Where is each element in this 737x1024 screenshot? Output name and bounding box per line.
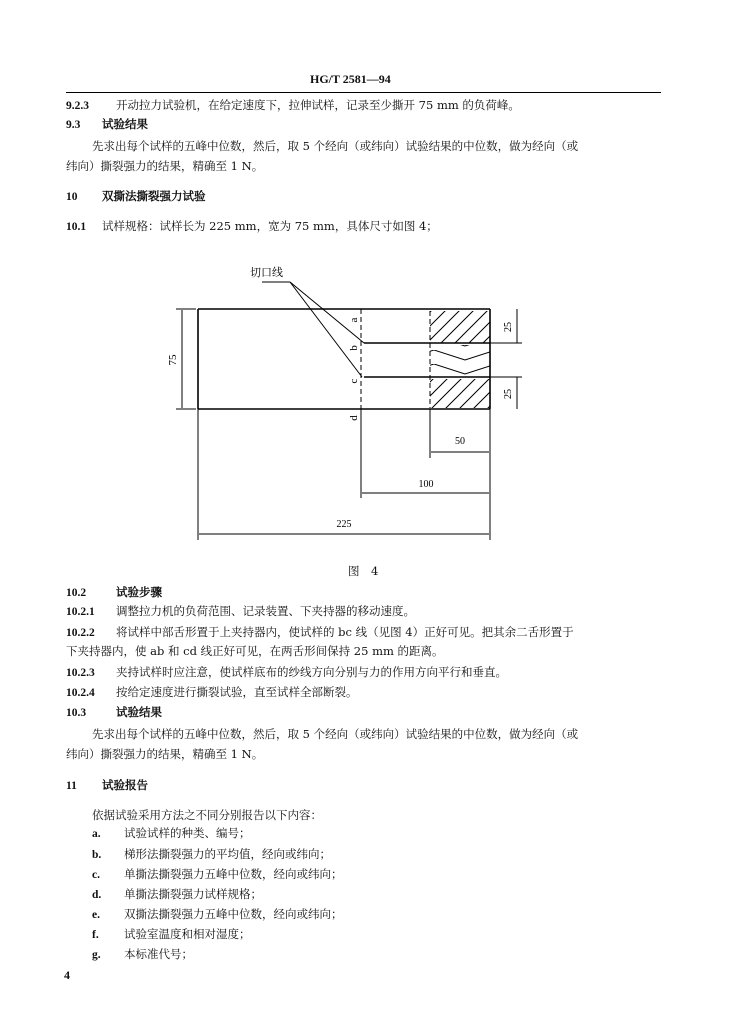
clause-10-2-1 bbox=[66, 603, 415, 620]
clause-number: 10.3 bbox=[66, 707, 87, 719]
clause-number: 10.2.2 bbox=[66, 627, 95, 639]
clause-10-3-para-line2: 纬向）撕裂强力的结果，精确至 1 N。 bbox=[66, 747, 264, 761]
dim-100-label: 100 bbox=[418, 479, 434, 490]
report-item bbox=[92, 866, 343, 883]
report-item bbox=[92, 825, 251, 842]
section-number: 10 bbox=[66, 191, 78, 203]
cut-line-label: 切口线 bbox=[250, 267, 283, 279]
dim-25-top-label: 25 bbox=[503, 322, 514, 332]
clause-title: 试验结果 bbox=[116, 705, 162, 719]
dim-25-bottom-label: 25 bbox=[503, 389, 514, 399]
clause-number: 10.2.1 bbox=[66, 606, 95, 618]
item-letter: f. bbox=[92, 929, 99, 941]
clause-text: 将试样中部舌形置于上夹持器内，使试样的 bc 线（见图 4）正好可见。把其余二舌形置于 bbox=[116, 625, 574, 639]
clause-text: 按给定速度进行撕裂试验，直至试样全部断裂。 bbox=[116, 685, 358, 699]
section-title: 试验报告 bbox=[102, 778, 148, 792]
clause-number: 10.2 bbox=[66, 587, 87, 599]
clause-text: 试样规格：试样长为 225 mm，宽为 75 mm，具体尺寸如图 4； bbox=[102, 219, 438, 233]
section-11-heading bbox=[66, 777, 148, 794]
report-item bbox=[92, 926, 251, 943]
clause-number: 9.3 bbox=[66, 119, 81, 131]
item-text: 试验试样的种类、编号； bbox=[124, 826, 251, 840]
item-text: 双撕法撕裂强力五峰中位数，经向或纬向； bbox=[124, 907, 343, 921]
item-letter: e. bbox=[92, 909, 100, 921]
leader-to-b bbox=[290, 282, 364, 343]
clause-text: 开动拉力试验机，在给定速度下，拉伸试样，记录至少撕开 75 mm 的负荷峰。 bbox=[116, 98, 520, 112]
point-d-label: d bbox=[348, 415, 360, 421]
section-number: 11 bbox=[66, 780, 77, 792]
dim-50-label: 50 bbox=[455, 436, 465, 447]
clause-title: 试验结果 bbox=[102, 117, 148, 131]
item-text: 梯形法撕裂强力的平均值，经向或纬向； bbox=[124, 847, 331, 861]
report-item bbox=[92, 946, 193, 963]
clamp-zone-bottom bbox=[430, 379, 490, 408]
item-letter: g. bbox=[92, 949, 101, 961]
clause-number: 9.2.3 bbox=[66, 100, 89, 112]
clause-number: 10.1 bbox=[66, 221, 87, 233]
item-text: 单撕法撕裂强力五峰中位数，经向或纬向； bbox=[124, 867, 343, 881]
clause-10-3-para-line1: 先求出每个试样的五峰中位数，然后，取 5 个经向（或纬向）试验结果的中位数，做为经向（或 bbox=[92, 727, 579, 741]
clause-9-3-para-line2: 纬向）撕裂强力的结果，精确至 1 N。 bbox=[66, 159, 264, 173]
report-item bbox=[92, 886, 262, 903]
clamp-zone-middle bbox=[430, 345, 490, 377]
dim-75-label: 75 bbox=[167, 354, 179, 366]
clause-10-2-heading bbox=[66, 584, 162, 601]
clamp-zone-top bbox=[430, 311, 490, 343]
dim-225-label: 225 bbox=[336, 519, 352, 530]
point-a-label: a bbox=[348, 317, 360, 323]
report-intro: 依据试验采用方法之不同分别报告以下内容： bbox=[92, 808, 322, 822]
clause-10-2-2-line1 bbox=[66, 624, 574, 641]
section-title: 双撕法撕裂强力试验 bbox=[102, 189, 206, 203]
item-letter: c. bbox=[92, 869, 100, 881]
item-text: 单撕法撕裂强力试样规格； bbox=[124, 887, 262, 901]
point-b-label: b bbox=[348, 345, 360, 351]
figure-caption: 图 4 bbox=[348, 564, 379, 578]
clause-text: 调整拉力机的负荷范围、记录装置、下夹持器的移动速度。 bbox=[116, 604, 415, 618]
leader-to-c bbox=[290, 282, 362, 377]
clause-9-3-para-line1: 先求出每个试样的五峰中位数，然后，取 5 个经向（或纬向）试验结果的中位数，做为经向（或 bbox=[92, 139, 579, 153]
report-item bbox=[92, 846, 331, 863]
point-c-label: c bbox=[348, 378, 360, 384]
item-letter: d. bbox=[92, 889, 102, 901]
clause-text: 夹持试样时应注意，使试样底布的纱线方向分别与力的作用方向平行和垂直。 bbox=[116, 665, 507, 679]
clause-title: 试验步骤 bbox=[116, 585, 162, 599]
item-text: 试验室温度和相对湿度； bbox=[124, 927, 251, 941]
report-item bbox=[92, 906, 343, 923]
clause-number: 10.2.4 bbox=[66, 687, 95, 699]
standard-code: HG/T 2581—94 bbox=[310, 72, 391, 86]
item-letter: a. bbox=[92, 828, 101, 840]
clause-10-2-2-line2: 下夹持器内，使 ab 和 cd 线正好可见，在两舌形间保持 25 mm 的距离。 bbox=[66, 644, 444, 658]
clause-10-2-4 bbox=[66, 684, 358, 701]
clause-number: 10.2.3 bbox=[66, 667, 95, 679]
item-letter: b. bbox=[92, 849, 102, 861]
clause-10-2-3 bbox=[66, 664, 507, 681]
page-number: 4 bbox=[64, 968, 70, 982]
clause-10-3-heading bbox=[66, 704, 162, 721]
item-text: 本标准代号； bbox=[124, 947, 193, 961]
